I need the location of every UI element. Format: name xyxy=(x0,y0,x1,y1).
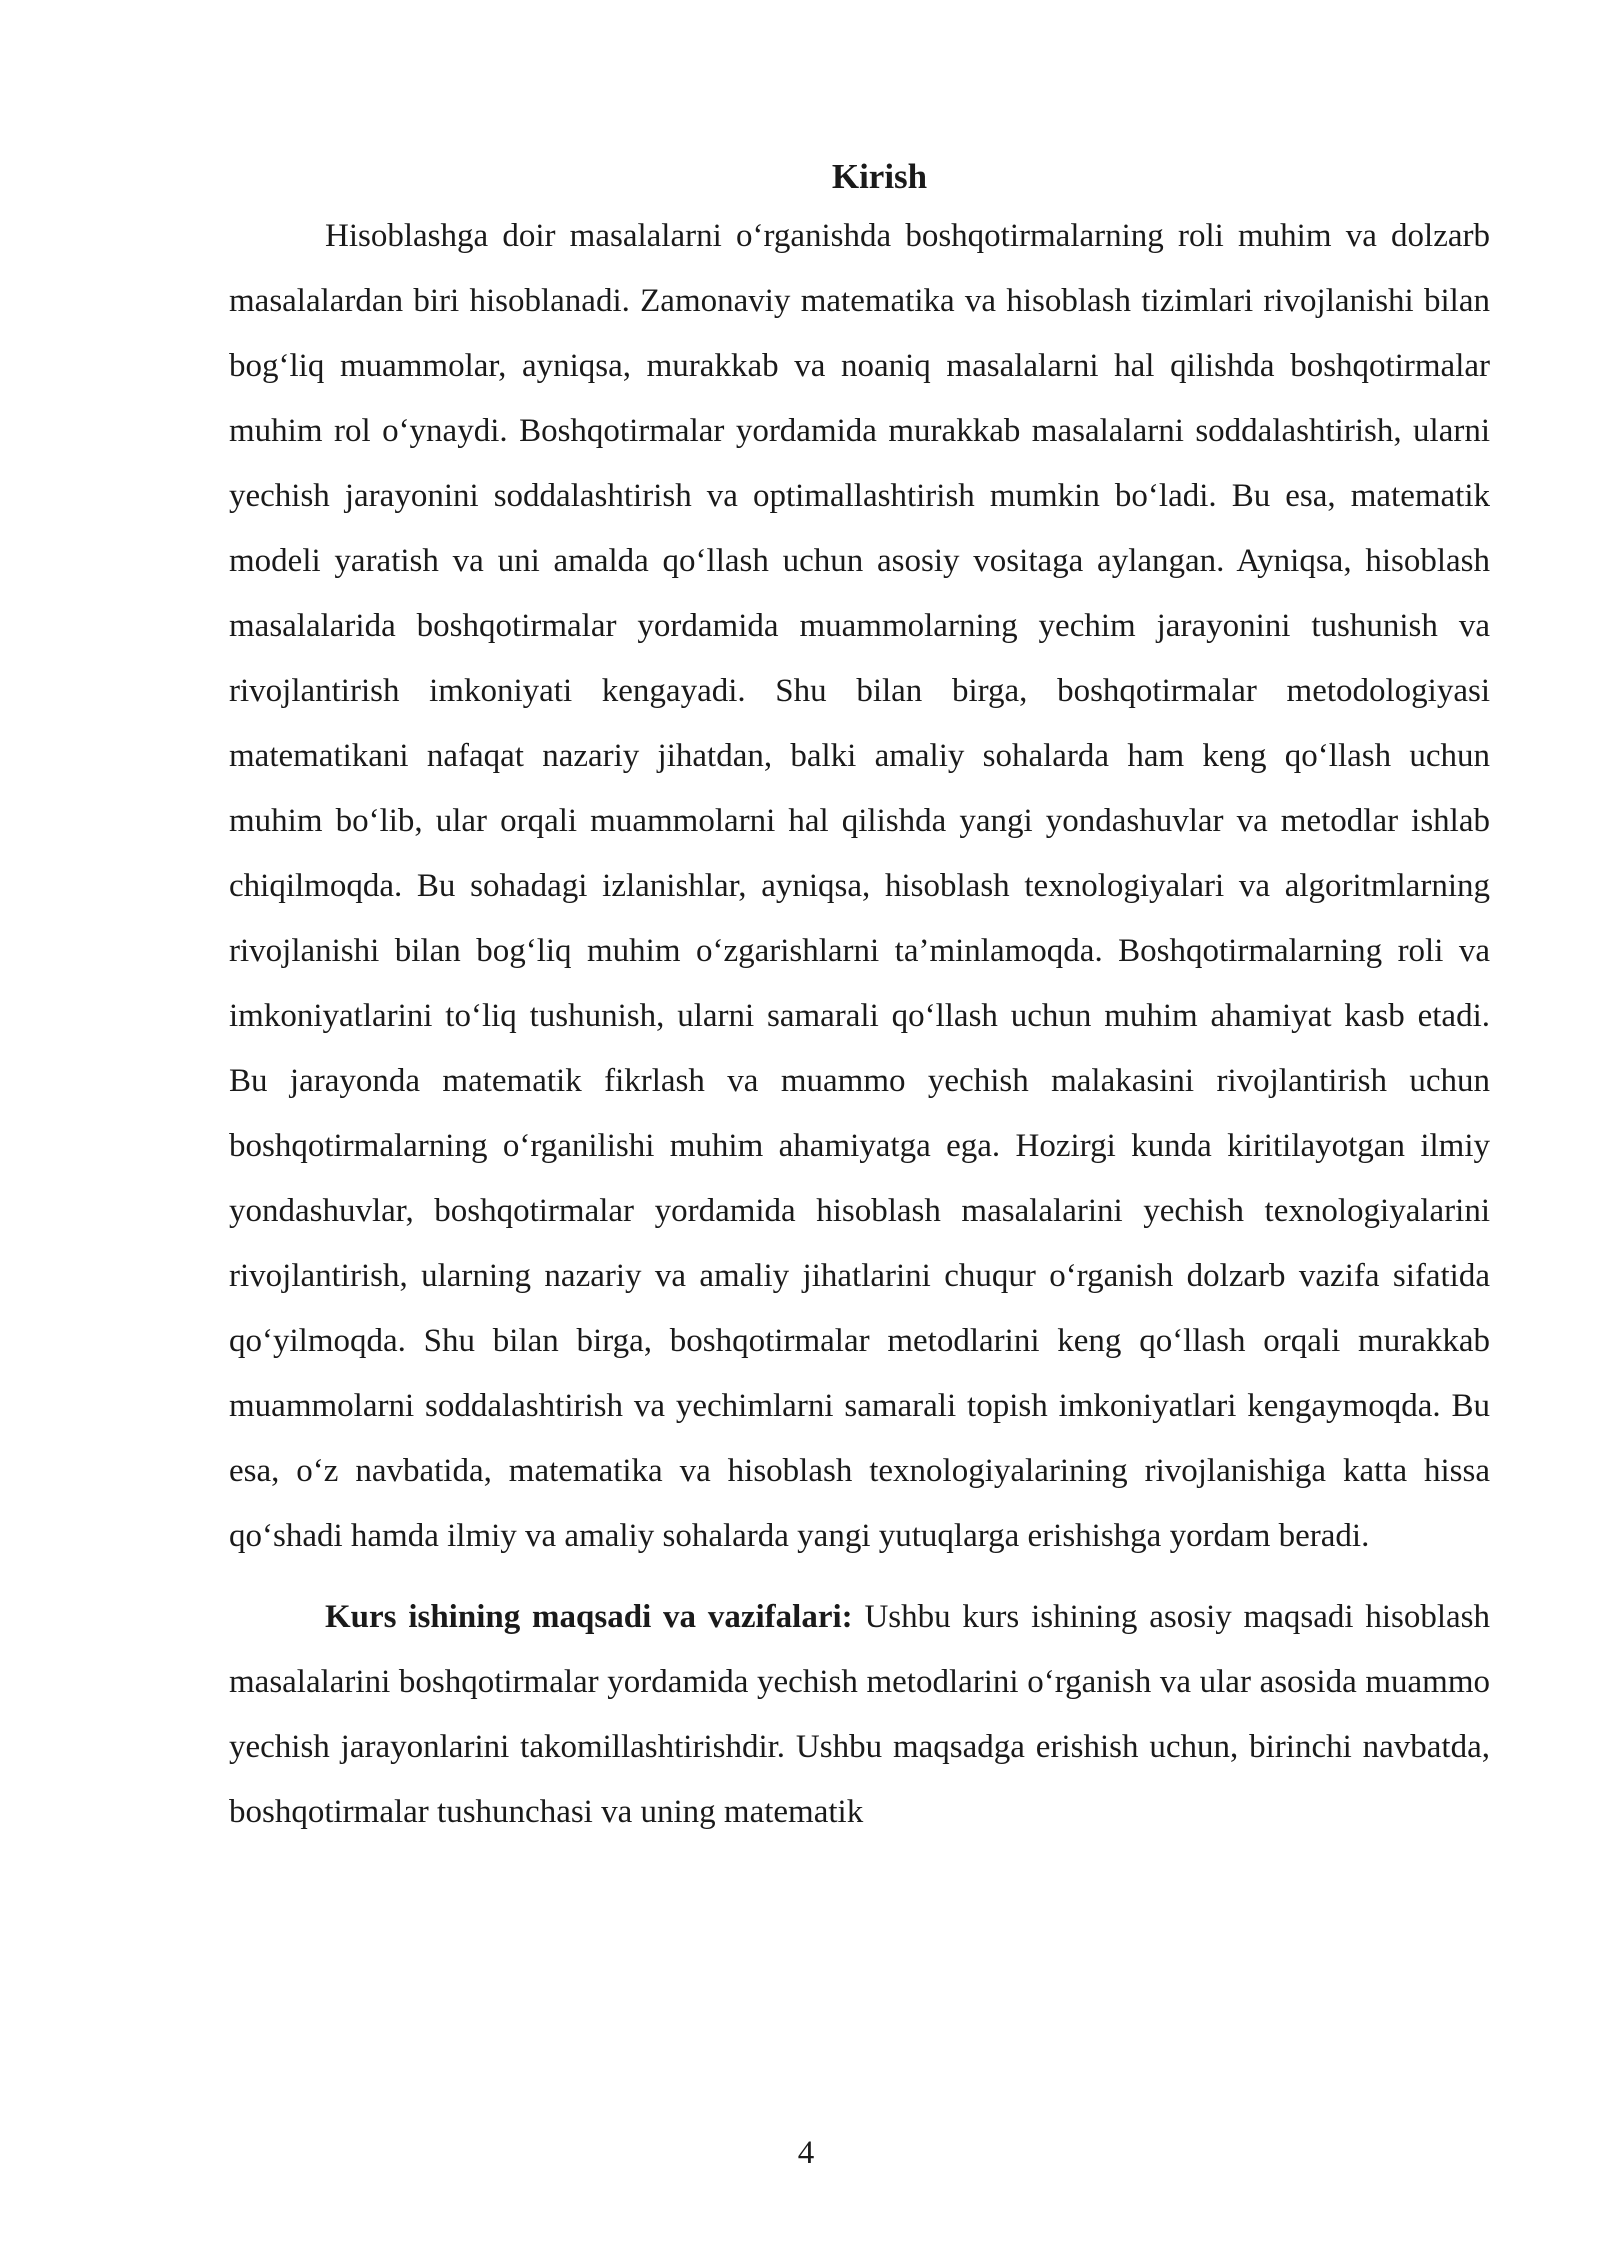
page-number: 4 xyxy=(797,2135,815,2171)
intro-paragraph: Hisoblashga doir masalalarni o‘rganishda boshqotirmalarning roli muhim va dolzarb masalalardan biri hisoblanadi. Zamonaviy matematika va hisoblash tizimlari rivojlanishi bilan bog‘liq muammolar, ayniqsa, murakkab va noaniq masalalarni hal qilishda boshqotirmalar muhim rol o‘ynaydi. Boshqotirmalar yordamida murakkab masalalarni soddalashtirish, ularni yechish jarayonini soddalashtirish va optimallashtirish mumkin bo‘ladi. Bu esa, matematik modeli yaratish va uni amalda qo‘llash uchun asosiy vositaga aylangan. Ayniqsa, hisoblash masalalarida boshqotirmalar yordamida muammolarning yechim jarayonini tushunish va rivojlantirish imkoniyati kengayadi. Shu bilan birga, boshqotirmalar metodologiyasi matematikani nafaqat nazariy jihatdan, balki amaliy sohalarda ham keng qo‘llash uchun muhim bo‘lib, ular orqali muammolarni hal qilishda yangi yondashuvlar va metodlar ishlab chiqilmoqda. Bu sohadagi izlanishlar, ayniqsa, hisoblash texnologiyalari va algoritmlarning rivojlanishi bilan bog‘liq muhim o‘zgarishlarni ta’minlamoqda. Boshqotirmalarning roli va imkoniyatlarini to‘liq tushunish, ularni samarali qo‘llash uchun muhim ahamiyat kasb etadi. Bu jarayonda matematik fikrlash va muammo yechish malakasini rivojlantirish uchun boshqotirmalarning o‘rganilishi muhim ahamiyatga ega. Hozirgi kunda kiritilayotgan ilmiy yondashuvlar, boshqotirmalar yordamida hisoblash masalalarini yechish texnologiyalarini rivojlantirish, ularning nazariy va amaliy jihatlarini chuqur o‘rganish dolzarb vazifa sifatida qo‘yilmoqda. Shu bilan birga, boshqotirmalar metodlarini keng qo‘llash orqali murakkab muammolarni soddalashtirish va yechimlarni samarali topish imkoniyatlari kengaymoqda. Bu esa, o‘z navbatida, matematika va hisoblash texnologiyalarining rivojlanishiga katta hissa qo‘shadi hamda ilmiy va amaliy sohalarda yangi yutuqlarga erishishga yordam beradi. xyxy=(229,218,1490,1554)
goals-heading: Kurs ishining maqsadi va vazifalari: xyxy=(325,1599,853,1635)
goals-paragraph xyxy=(229,1585,1490,1845)
section-title: Kirish xyxy=(831,157,928,196)
goals-text: Ushbu kurs ishining asosiy maqsadi hisoblash masalalarini boshqotirmalar yordamida yechish metodlarini o‘rganish va ular asosida muammo yechish jarayonlarini takomillashtirishdir. Ushbu maqsadga erishish uchun, birinchi navbatda, boshqotirmalar tushunchasi va uning matematik xyxy=(229,1599,1490,1830)
document-page xyxy=(229,150,1490,1845)
